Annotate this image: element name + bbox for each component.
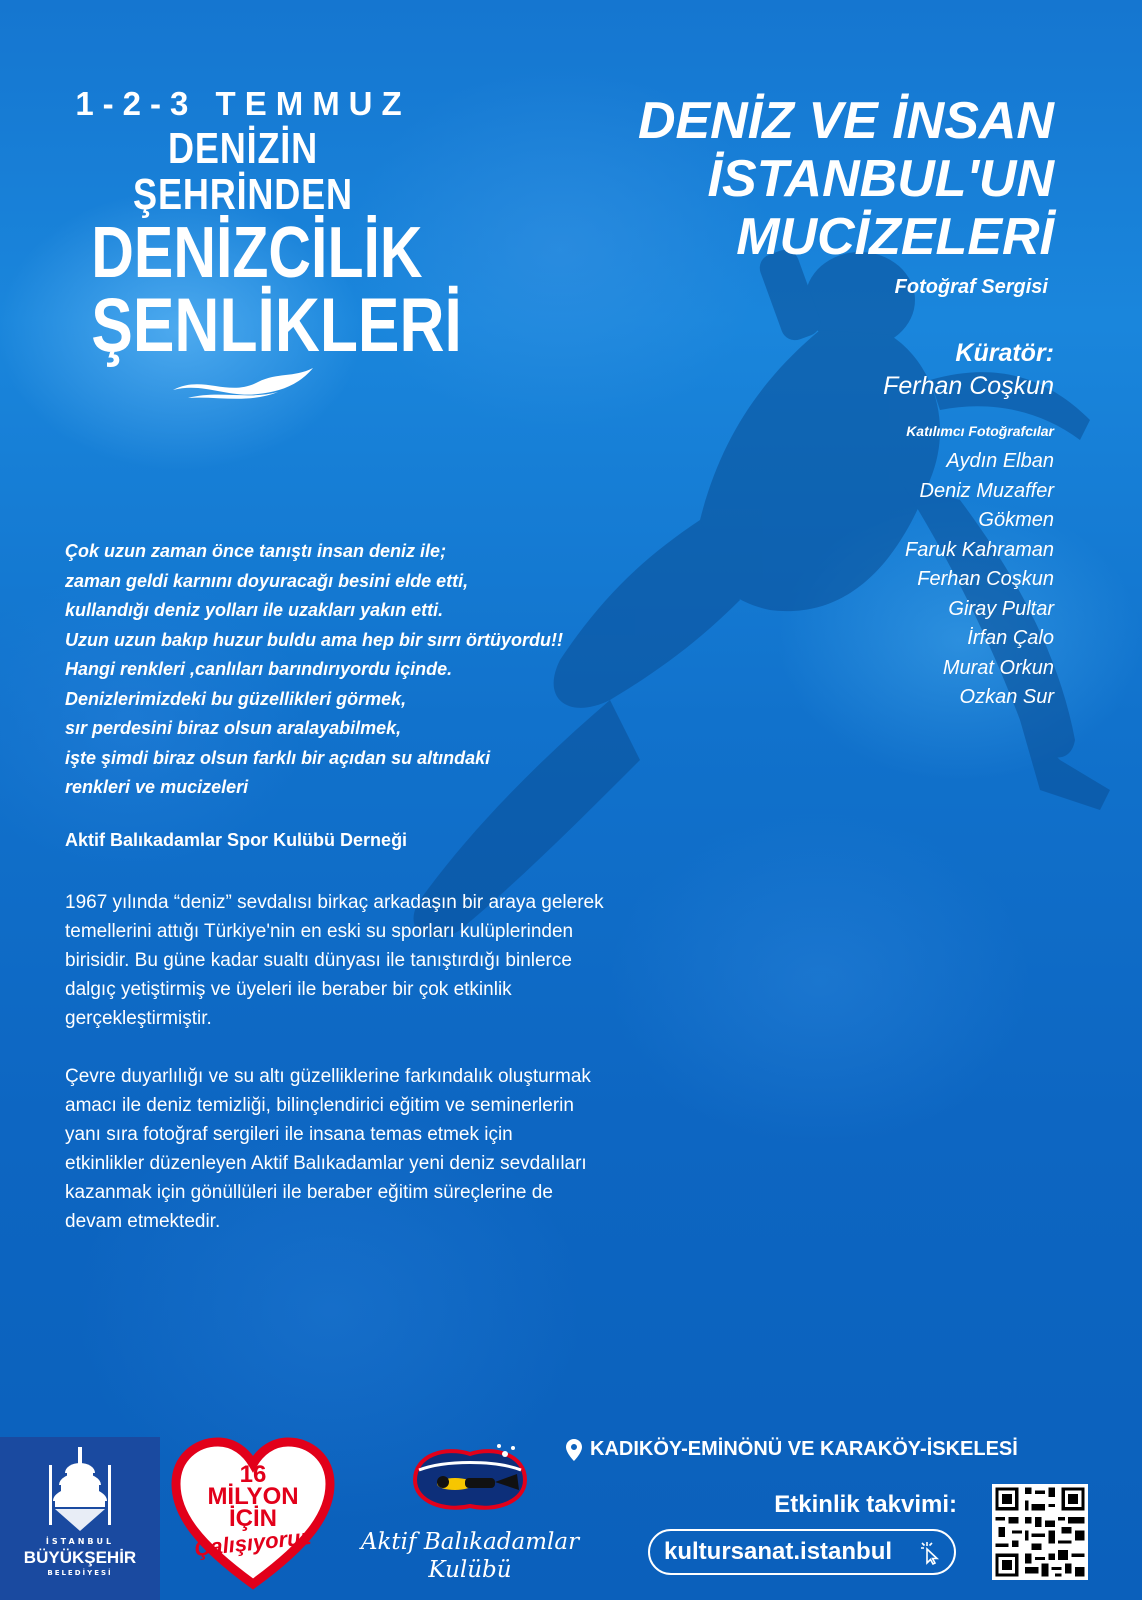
ibb-logo: [0, 1437, 160, 1600]
photographer-name: Aydın Elban: [946, 450, 1054, 472]
paragraph-line: Çevre duyarlılığı ve su altı güzelliklerine farkındalık oluşturmak: [65, 1066, 591, 1087]
exhibition-subtitle: Fotoğraf Sergisi: [894, 276, 1048, 298]
poem-text: [65, 537, 685, 803]
poem-line: renkleri ve mucizeleri: [65, 777, 249, 797]
festival-logo: [58, 84, 462, 400]
club-paragraph-2: [65, 1062, 825, 1236]
paragraph-line: devam etmektedir.: [65, 1211, 221, 1232]
heart-line2: MİLYON: [207, 1483, 299, 1510]
qr-code[interactable]: [992, 1484, 1088, 1580]
photographer-name: Gökmen: [978, 509, 1054, 531]
festival-date: 1-2-3 TEMMUZ: [75, 85, 411, 122]
calendar-label: Etkinlik takvimi:: [774, 1491, 957, 1518]
ibb-line2: BÜYÜKŞEHİR: [23, 1548, 137, 1567]
paragraph-line: yanı sıra fotoğraf sergileri ile insana temas etmek için: [65, 1124, 513, 1145]
poem-line: kullandığı deniz yolları ile uzakları yakın etti.: [65, 600, 444, 620]
photographer-name: Giray Pultar: [948, 597, 1054, 620]
curator-label: Küratör:: [955, 339, 1054, 367]
club-name-heading: Aktif Balıkadamlar Spor Kulübü Derneği: [65, 830, 408, 850]
photographer-name: İrfan Çalo: [967, 627, 1054, 649]
poem-line: zaman geldi karnını doyuracağı besini elde etti,: [65, 570, 469, 591]
photographer-name: Ferhan Coşkun: [917, 568, 1054, 590]
photographers-label: Katılımcı Fotoğrafcılar: [906, 423, 1054, 439]
club-logo: [360, 1440, 580, 1590]
paragraph-line: gerçekleştirmiştir.: [65, 1008, 212, 1029]
location-text: KADIKÖY-EMİNÖNÜ VE KARAKÖY-İSKELESİ: [590, 1438, 1018, 1460]
club-logo-text: [360, 1528, 580, 1584]
festival-line3: ŞENLİKLERİ: [91, 283, 462, 368]
ibb-line1: İSTANBUL: [45, 1537, 115, 1546]
website-link[interactable]: [648, 1529, 956, 1575]
ibb-emblem-icon: [45, 1445, 115, 1535]
festival-line2: DENİZCİLİK: [91, 213, 423, 293]
exhibition-title-line2: İSTANBUL'UN: [707, 150, 1054, 208]
heart-line3: İÇİN: [229, 1505, 277, 1532]
photographer-name: Deniz Muzaffer: [919, 479, 1054, 502]
exhibition-title-line1: DENİZ VE İNSAN: [637, 92, 1054, 150]
paragraph-line: 1967 yılında “deniz” sevdalısı birkaç arkadaşın bir araya gelerek: [65, 892, 604, 913]
poem-line: Çok uzun zaman önce tanıştı insan deniz ile;: [65, 541, 447, 561]
poem-line: Uzun uzun bakıp huzur buldu ama hep bir sırrı örtüyordu!!: [65, 629, 563, 650]
heart-logo: [168, 1434, 338, 1594]
club-logo-line1: Aktif Balıkadamlar: [360, 1529, 580, 1555]
heart-text: [168, 1434, 338, 1562]
club-paragraph-1: [65, 888, 825, 1033]
diver-logo-icon: [405, 1440, 535, 1520]
heart-line1: 16: [239, 1461, 267, 1488]
paragraph-line: birisidir. Bu güne kadar sualtı dünyası ile tanıştırdığı binlerce: [65, 950, 572, 971]
photographer-name: Murat Orkun: [942, 656, 1054, 679]
cursor-click-icon: [918, 1541, 942, 1565]
ibb-line3: BELEDİYESİ: [47, 1569, 113, 1577]
photographer-name: Ozkan Sur: [959, 686, 1054, 708]
wave-icon: [168, 364, 318, 400]
website-url: kultursanat.istanbul: [664, 1538, 893, 1565]
paragraph-line: amacı ile deniz temizliği, bilinçlendirici eğitim ve seminerlerin: [65, 1095, 574, 1116]
poem-line: sır perdesini biraz olsun aralayabilmek,: [65, 718, 402, 738]
paragraph-line: kazanmak için gönüllüleri ile beraber eğitim süreçlerine de: [65, 1182, 553, 1203]
photographer-name: Faruk Kahraman: [905, 538, 1054, 561]
paragraph-line: dalgıç yetiştirmiş ve üyeleri ile beraber bir çok etkinlik: [65, 979, 512, 1000]
curator-name: Ferhan Coşkun: [883, 372, 1054, 400]
poem-line: Denizlerimizdeki bu güzellikleri görmek,: [65, 688, 407, 709]
club-logo-line2: Kulübü: [428, 1557, 512, 1583]
poem-line: işte şimdi biraz olsun farklı bir açıdan su altındaki: [65, 747, 491, 768]
poem-line: Hangi renkleri ,canlıları barındırıyordu içinde.: [65, 659, 453, 679]
heart-line4: Çalışıyoruz: [193, 1523, 313, 1562]
exhibition-title-line3: MUCİZELERİ: [736, 208, 1054, 266]
festival-line1: DENİZİN ŞEHRİNDEN: [133, 124, 353, 219]
location-row: [566, 1438, 1086, 1461]
paragraph-line: etkinlikler düzenleyen Aktif Balıkadamlar yeni deniz sevdalıları: [65, 1153, 587, 1174]
paragraph-line: temellerini attığı Türkiye'nin en eski su sporları kulüplerinden: [65, 921, 574, 942]
location-pin-icon: [566, 1439, 582, 1461]
